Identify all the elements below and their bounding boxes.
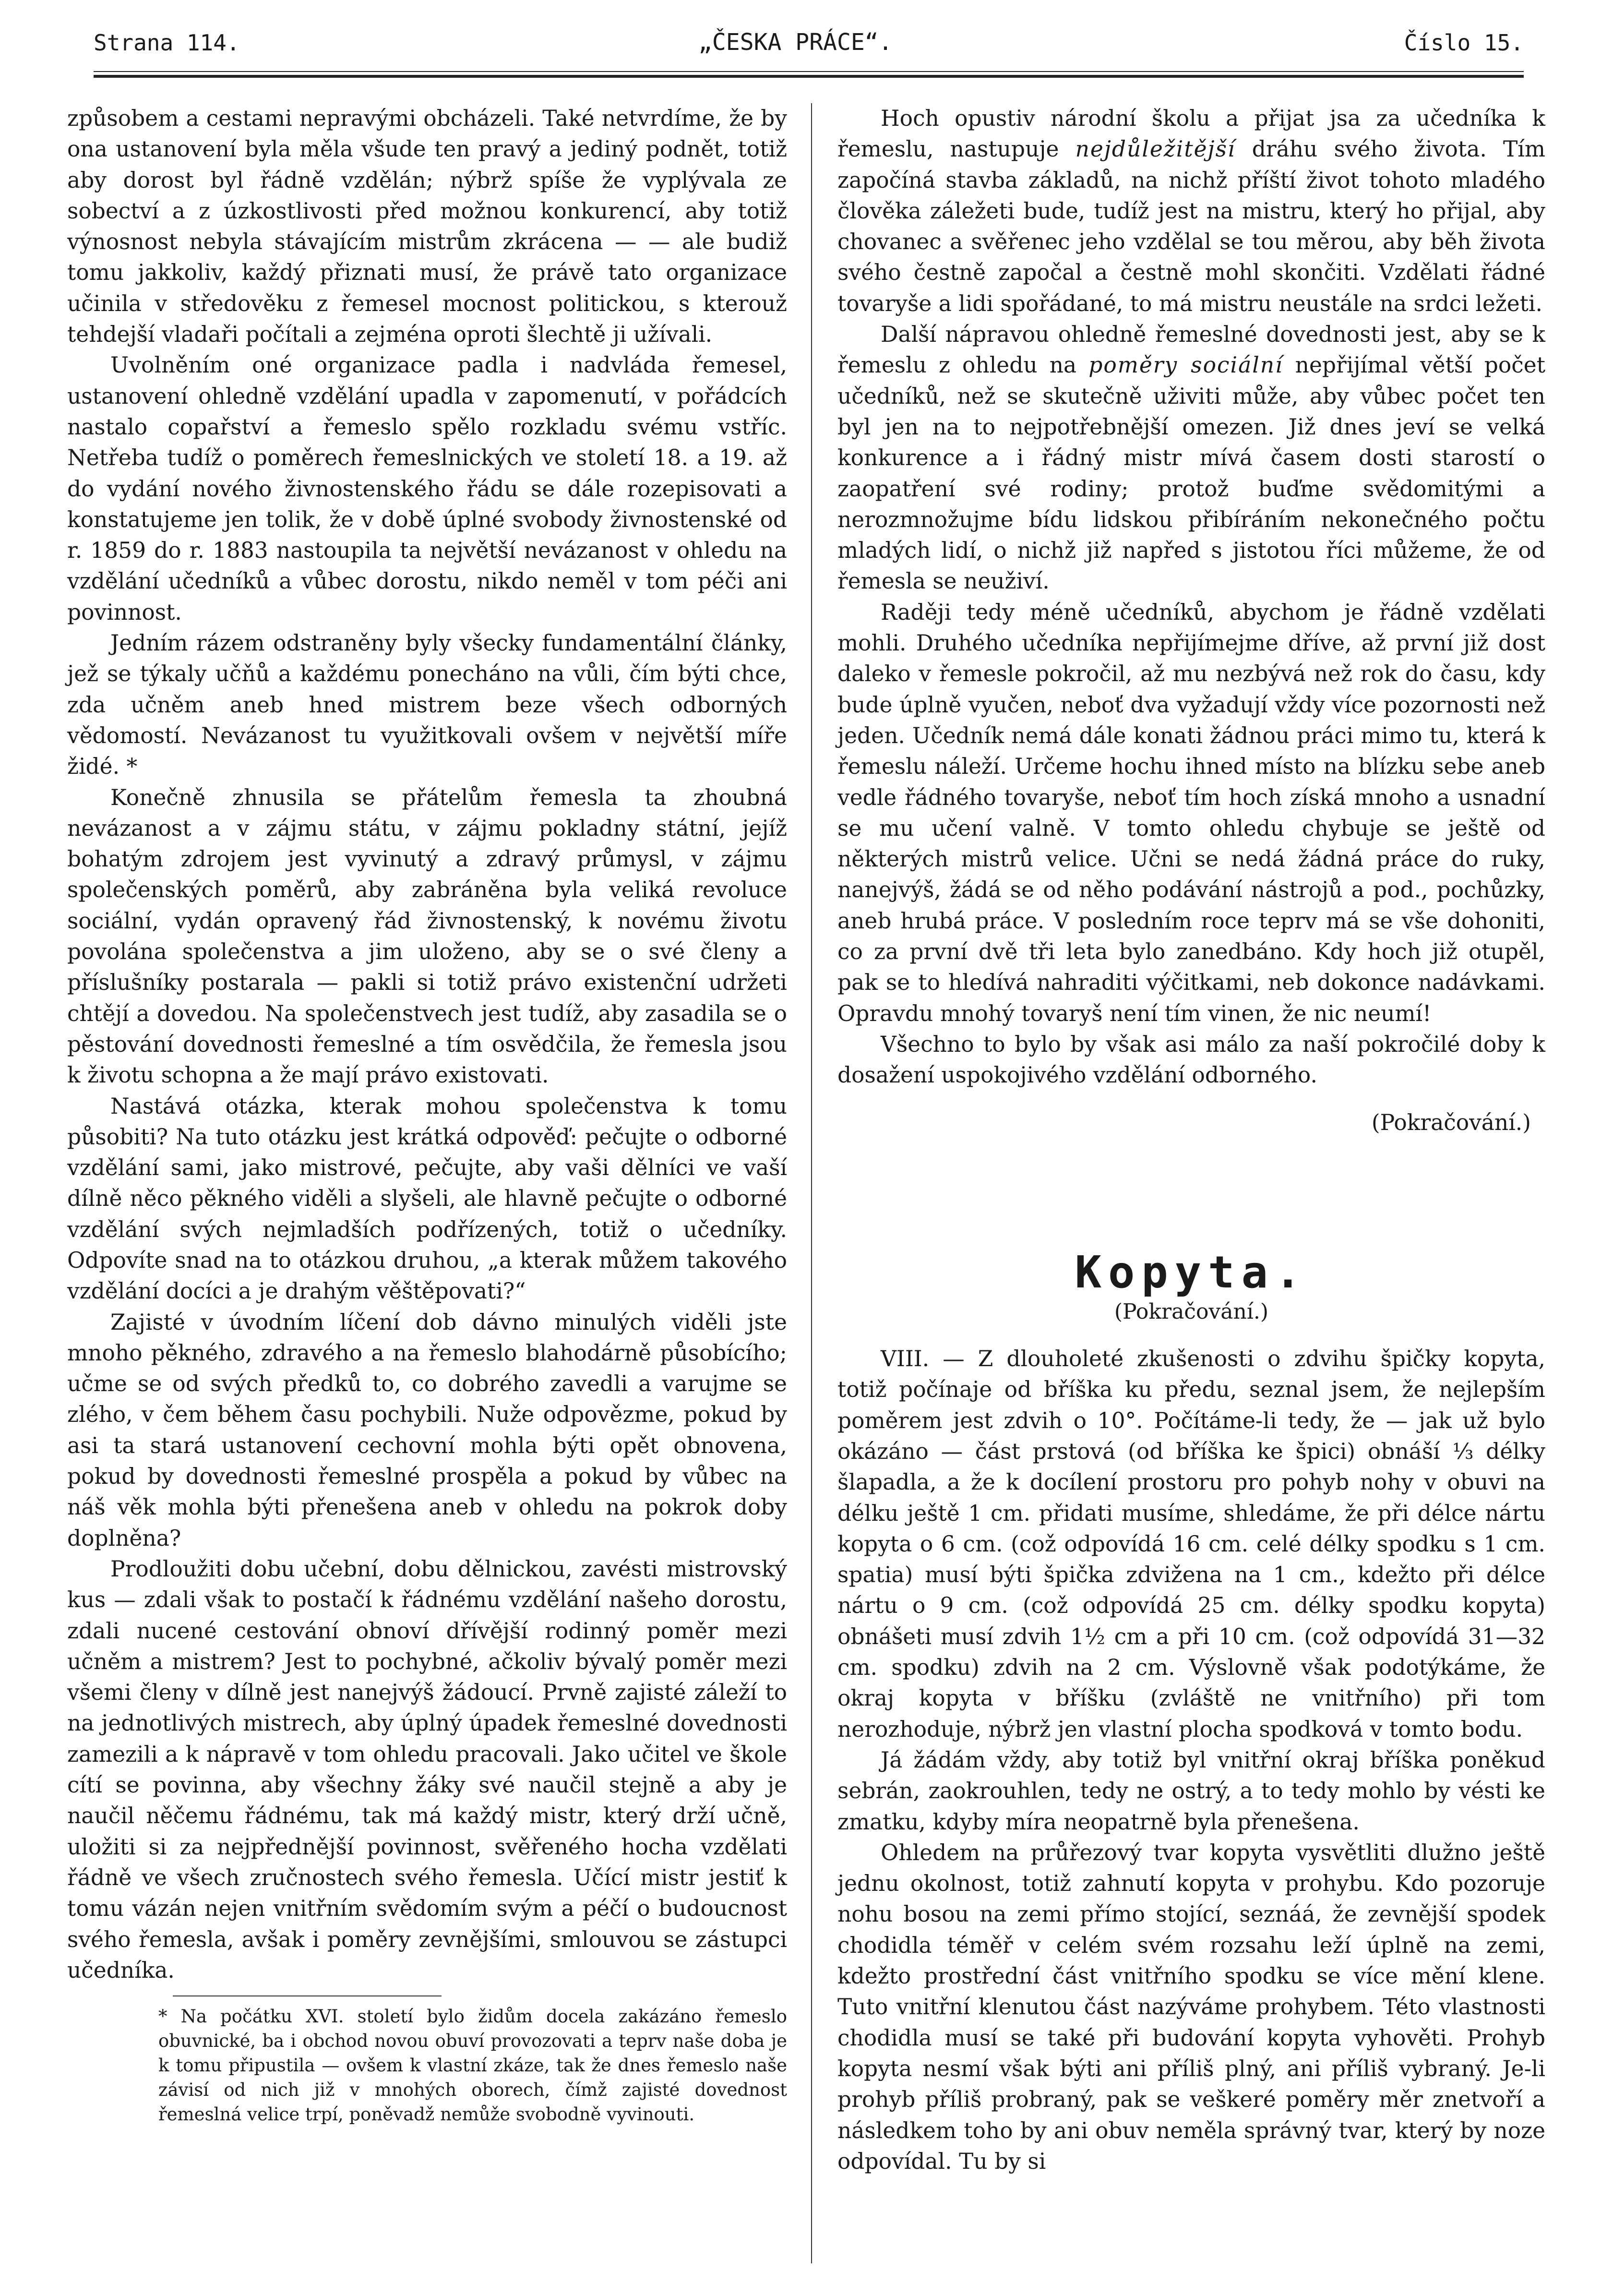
right-column	[837, 103, 1545, 2177]
text-run: Hoch opustiv národní školu a přijat jsa za učedníka k řemeslu, nastupuje	[837, 106, 1545, 162]
header-rule-thick	[94, 75, 1524, 78]
header-rule-thin	[94, 71, 1524, 72]
text-run: Další nápravou ohledně řemeslné dovednosti jest, aby se k řemeslu z ohledu na	[837, 322, 1545, 378]
paragraph: Prodloužiti dobu učební, dobu dělnickou, zavésti mistrovský kus — zdali však to postačí k řádnému vzdělání našeho dorostu, zdali nucené cestování obnoví dřívější rodinný poměr mezi učněm a mistrem? Jest to pochybné, ačkoliv bývalý poměr mezi všemi členy v dílně jest nanejvýš žádoucí. Prvně zajisté záleží to na jednotlivých mistrech, aby úplný úpadek řemeslné dovednosti zamezili a k nápravě v tom ohledu pracovali. Jako učitel ve škole cítí se povinna, aby všechny žáky své naučil stejně a aby je naučil něčemu řádnému, tak má každý mistr, který drží učně, uložiti si za nejpřednější povinnost, svěřeného hocha vzdělati řádně ve všech zručnostech svého řemesla. Učící mistr jestiť k tomu vázán nejen vnitřním svědomím svým a péčí o budoucnost svého řemesla, avšak i poměry zevnějšími, smlouvou se zástupci učedníka.	[67, 1556, 787, 1983]
paragraph	[837, 103, 1545, 319]
emphasis: nejdůležitější	[1075, 136, 1236, 162]
paragraph: Raději tedy méně učedníků, abychom je řádně vzdělati mohli. Druhého učedníka nepřijímejme dříve, až první již dost daleko v řemesle pokročil, až mu nezbývá než rok do času, kdy bude úplně vyučen, neboť dva vyžadují vždy více pozornosti než jeden. Učedník nemá dále konati žádnou práci mimo tu, která k řemeslu náleží. Určeme hochu ihned místo na blízku sebe aneb vedle řádného tovaryše, neboť tím hoch získá mnoho a usnadní se mu učení valně. V tomto ohledu chybuje se ještě od některých mistrů velice. Učni se nedá žádná práce do ruky, nanejvýš, žádá se od něho podávání nástrojů a pod., pochůzky, aneb hrubá práce. V posledním roce teprv má se vše dohoniti, co za první dvě tři leta bylo zanedbáno. Kdy hoch již otupěl, pak se to hledívá nahraditi výčitkami, neb dokonce nadávkami. Opravdu mnohý tovaryš není tím vinen, že nic neumí!	[837, 599, 1545, 1026]
text-run: nepřijímal větší počet učedníků, než se skutečně uživiti může, aby vůbec počet ten byl jen na to nejpotřebnější omezen. Již dnes jeví se velká konkurence a i řádný mistr mívá časem dosti starostí o zaopatření své rodiny; protož buďme svědomitými a nerozmnožujme bídu lidskou přibíráním nekonečného počtu mladých lidí, o nichž již napřed s jistotou říci můžeme, že od řemesla se neuživí.	[837, 352, 1545, 594]
text-run: dráhu svého života. Tím započíná stavba základů, na nichž příští život tohoto mladého člověka záležeti bude, tudíž jest na mistru, který ho přijal, aby chovanec a svěřenec jeho vzdělal se tou měrou, aby běh života svého čestně započal a čestně mohl skončiti. Vzdělati řádné tovaryše a lidi spořádané, to má mistru neustále na srdci ležeti.	[837, 136, 1545, 316]
paragraph: Uvolněním oné organizace padla i nadvláda řemesel, ustanovení ohledně vzdělání upadla v zapomenutí, v pořádcích nastalo copařství a řemeslo spělo rozkladu svému vstříc. Netřeba tudíž o poměrech řemeslnických ve století 18. a 19. až do vydání nového živnostenského řádu se dále rozepisovati a konstatujeme jen tolik, že v době úplné svobody živnostenské od r. 1859 do r. 1883 nastoupila ta největší nevázanost v ohledu na vzdělání učedníků a vůbec dorostu, nikdo neměl v tom péči ani povinnost.	[67, 352, 787, 625]
article-title: Kopyta.	[1075, 1246, 1308, 1298]
paragraph: Nastává otázka, kterak mohou společenstva k tomu působiti? Na tuto otázku jest krátká odpověď: pečujte o odborné vzdělání sami, jako mistrové, pečujte, aby vaši dělníci ve vaší dílně něco pěkného viděli a slyšeli, ale hlavně pečujte o odborné vzdělání svých nejmladších podřízených, totiž o učedníky. Odpovíte snad na to otázkou druhou, „a kterak můžem takového vzdělání docíci a je drahým věštěpovati?“	[67, 1093, 787, 1304]
left-column	[67, 103, 787, 2127]
footnote: * Na počátku XVI. století bylo židům docela zakázáno řemeslo obuvnické, ba i obchod novou obuví provozovati a teprv naše doba je k tomu připustila — ovšem k vlastní zkáze, tak že dnes řemeslo naše závisí od nich již v mnohých oborech, čímž zajisté dovednost řemeslná velice trpí, poněvadž nemůže svobodně vyvinouti.	[158, 2006, 787, 2125]
page-number: Strana 114.	[94, 30, 240, 56]
paragraph: VIII. — Z dlouholeté zkušenosti o zdvihu špičky kopyta, totiž počínaje od bříška ku předu, seznal jsem, že nejlepším poměrem jest zdvih o 10°. Počítáme-li tedy, že — jak už bylo okázáno — část prstová (od bříška ke špici) obnáší ⅓ délky šlapadla, a že k docílení prostoru pro pohyb nohy v obuvi na délku ještě 1 cm. přidati musíme, shledáme, že při délce nártu kopyta o 6 cm. (což odpovídá 16 cm. celé délky spodku s 1 cm. spatia) musí býti špička zdvižena na 1 cm., kdežto při délce nártu o 9 cm. (což odpovídá 25 cm. délky spodku kopyta) obnášeti musí zdvih 1½ cm a při 10 cm. (což odpovídá 31—32 cm. spodku) zdvih na 2 cm. Výslovně však podotýkáme, že okraj kopyta v bříšku (zvláště ne vnitřního) při tom nerozhoduje, nýbrž jen vlastní plocha spodková v tomto bodu.	[837, 1346, 1545, 1742]
paragraph: způsobem a cestami nepravými obcházeli. Také netvrdíme, že by ona ustanovení byla měla všude ten pravý a jediný podnět, totiž aby dorost byl řádně vzdělán; nýbrž spíše že vyplývala ze sobectví a z úzkostlivosti před možnou konkurencí, aby totiž výnosnost nebyla stávajícím mistrům zkrácena — — ale budiž tomu jakkoliv, každý přiznati musí, že právě tato organizace učinila v středověku z řemesel mocnost politickou, s kterouž tehdejší vladaři počítali a zejména oproti šlechtě ji užívali.	[67, 106, 787, 348]
paragraph	[837, 319, 1545, 597]
footnote-rule	[173, 1995, 442, 1996]
paragraph: Zajisté v úvodním líčení dob dávno minulých viděli jste mnoho pěkného, zdravého a na řemeslo blahodárně působícího; učme se od svých předků to, co dobrého zavedli a varujme se zlého, v čem během času pochybili. Nuže odpovězme, pokud by asi ta stará ustanovení cechovní mohla býti opět obnovena, pokud by dovednosti řemeslné prospěla a pokud by vůbec na náš věk mohla býti přenešena aneb v ohledu na pokrok doby doplněna?	[67, 1309, 787, 1551]
paragraph: Jedním rázem odstraněny byly všecky fundamentální články, jež se týkaly učňů a každému ponecháno na vůli, čím býti chce, zda učněm aneb hned mistrem beze všech odborných vědomostí. Nevázanost tu využitkovali ovšem v největší míře židé. *	[67, 630, 787, 780]
issue-number: Číslo 15.	[1404, 30, 1524, 56]
emphasis: poměry sociální	[1088, 352, 1283, 378]
paragraph: Konečně zhnusila se přátelům řemesla ta zhoubná nevázanost a v zájmu státu, v zájmu pokladny státní, jejíž bohatým zdrojem jest vyvinutý a zdravý průmysl, v zájmu společenských poměrů, aby zabráněna byla veliká revoluce sociální, vydán opravený řád živnostenský, k novému životu povolána společenstva a jim uloženo, aby se o své členy a příslušníky postarala — pakli si totiž právo existenční udržeti chtějí a dovedou. Na společenstvech jest tudíž, aby zasadila se o pěstování dovednosti řemeslné a tím osvědčila, že řemesla jsou k životu schopna a že mají právo existovati.	[67, 784, 787, 1088]
paragraph: Ohledem na průřezový tvar kopyta vysvětliti dlužno ještě jednu okolnost, totiž zahnutí kopyta v prohybu. Kdo pozoruje nohu bosou na zemi přímo stojící, seznáá, že zevnější spodek chodidla téměř v celém svém rozsahu leží úplně na zemi, kdežto prostřední část vnitřního spodku se více mění klene. Tuto vnitřní klenutou část nazýváme prohybem. Této vlastnosti chodidla musí se také při budování kopyta vyhověti. Prohyb kopyta nesmí však býti ani příliš plný, ani příliš vybraný. Je-li prohyb příliš probraný, pak se veškeré poměry měr znetvoří a následkem toho by ani obuv neměla správný tvar, který by noze odpovídal. Tu by si	[837, 1839, 1545, 2174]
continued-note: (Pokračování.)	[1371, 1109, 1531, 1135]
page-header	[94, 25, 1524, 63]
column-divider	[811, 103, 812, 2263]
paragraph: Já žádám vždy, aby totiž byl vnitřní okraj bříška poněkud sebrán, zaokrouhlen, tedy ne ostrý, a to tedy mohlo by vésti ke zmatku, kdyby míra neopatrně byla přenešena.	[837, 1747, 1545, 1835]
paragraph: Všechno to bylo by však asi málo za naší pokročilé doby k dosažení uspokojivého vzdělání odborného.	[837, 1031, 1545, 1088]
article-subtitle: (Pokračování.)	[1114, 1299, 1269, 1324]
journal-title: „ČESKA PRÁCE“.	[698, 29, 893, 56]
